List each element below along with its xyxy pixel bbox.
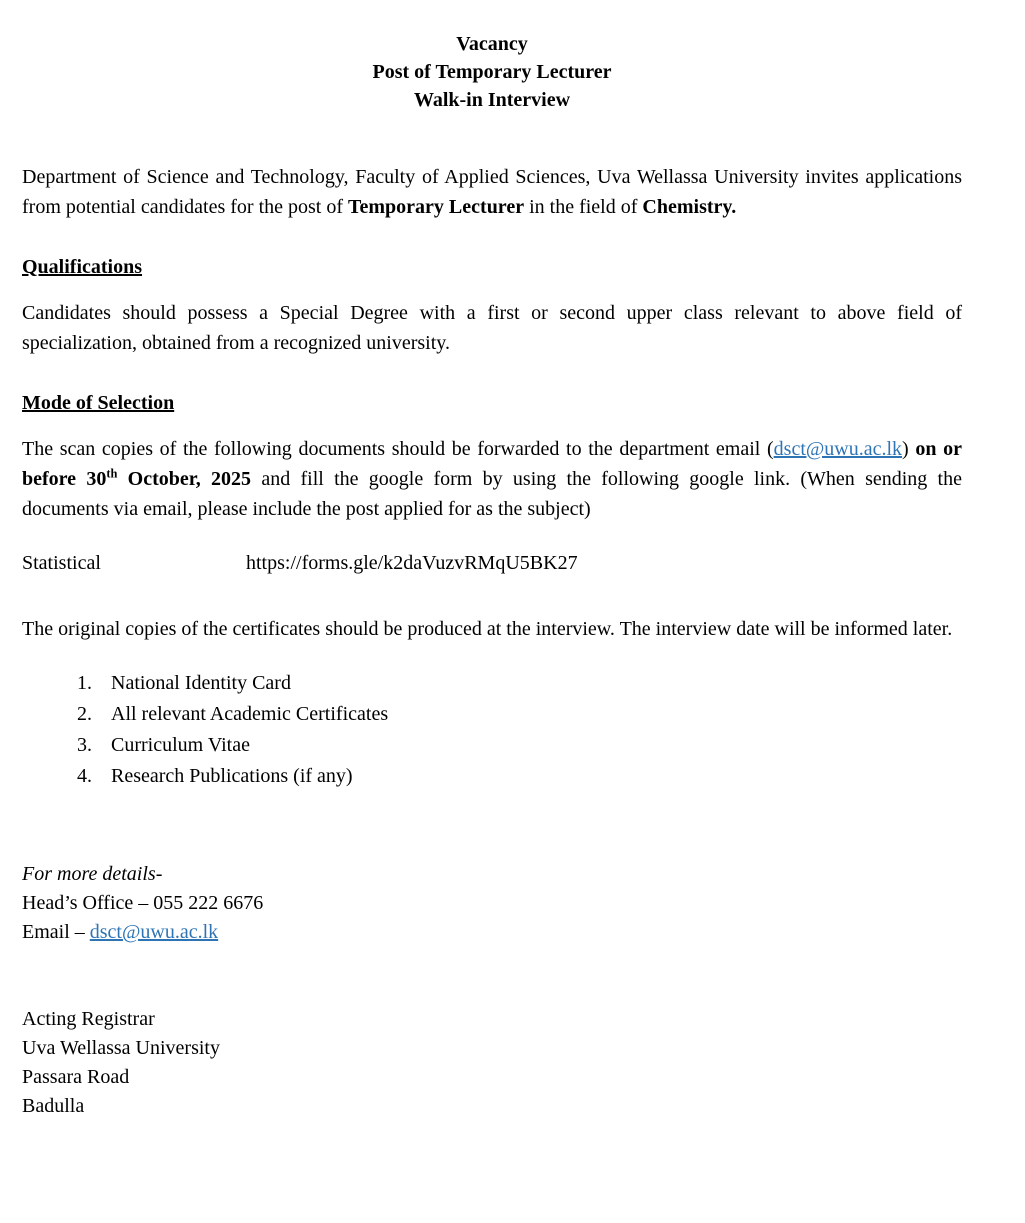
signature-line-road: Passara Road xyxy=(22,1066,130,1088)
list-item-cv: 3. Curriculum Vitae xyxy=(97,730,962,761)
intro-text: in the field of xyxy=(524,196,643,218)
list-item-certificates: 2. All relevant Academic Certificates xyxy=(97,699,962,730)
form-label: Statistical xyxy=(22,552,101,574)
title-line-vacancy: Vacancy xyxy=(456,33,528,55)
intro-paragraph xyxy=(22,162,962,222)
contact-email-link[interactable]: dsct@uwu.ac.lk xyxy=(89,921,219,943)
google-form-row xyxy=(22,548,962,578)
interview-note-paragraph: The original copies of the certificates should be produced at the interview. The interview date will be informed later. xyxy=(22,618,953,640)
intro-bold-field: Chemistry. xyxy=(642,196,737,218)
qualifications-paragraph: Candidates should possess a Special Degree with a first or second upper class relevant to above field of specialization, obtained from a recognized university. xyxy=(22,302,962,354)
mode-of-selection-heading: Mode of Selection xyxy=(22,392,175,414)
deadline-text: October, 2025 xyxy=(117,468,252,490)
mode-text: The scan copies of the following documents should be forwarded to the department email ( xyxy=(22,438,774,460)
contact-email-line xyxy=(22,918,962,947)
list-item-nic: 1. National Identity Card xyxy=(97,668,962,699)
qualifications-heading: Qualifications xyxy=(22,256,143,278)
deadline-text: on or before 30 xyxy=(22,438,963,490)
contact-block xyxy=(22,860,962,947)
signature-line-university: Uva Wellassa University xyxy=(22,1037,220,1059)
mode-text: ) xyxy=(902,438,916,460)
document-title xyxy=(22,30,962,114)
signature-line-registrar: Acting Registrar xyxy=(22,1008,155,1030)
intro-text: Department of Science and Technology, Faculty of Applied Sciences, Uva Wellassa University invites applications from potential candidates for the post of xyxy=(22,166,962,218)
deadline-ordinal-suffix: th xyxy=(106,466,118,481)
mode-text: and fill the google form by using the following google link. (When sending the documents via email, please include the post applied for as the subject) xyxy=(22,468,962,520)
signature-line-city: Badulla xyxy=(22,1095,85,1117)
more-details-label: For more details- xyxy=(22,863,163,885)
head-office-phone: Head’s Office – 055 222 6676 xyxy=(22,892,264,914)
department-email-link[interactable]: dsct@uwu.ac.lk xyxy=(773,438,903,460)
list-item-publications: 4. Research Publications (if any) xyxy=(97,761,962,792)
email-label: Email – xyxy=(22,921,90,943)
required-documents-list xyxy=(22,668,962,792)
title-line-post: Post of Temporary Lecturer xyxy=(372,61,612,83)
intro-bold-post-title: Temporary Lecturer xyxy=(348,196,525,218)
signature-block xyxy=(22,1005,962,1121)
google-form-url[interactable]: https://forms.gle/k2daVuzvRMqU5BK27 xyxy=(246,552,578,574)
title-line-interview: Walk-in Interview xyxy=(413,89,571,111)
mode-of-selection-paragraph xyxy=(22,434,962,524)
